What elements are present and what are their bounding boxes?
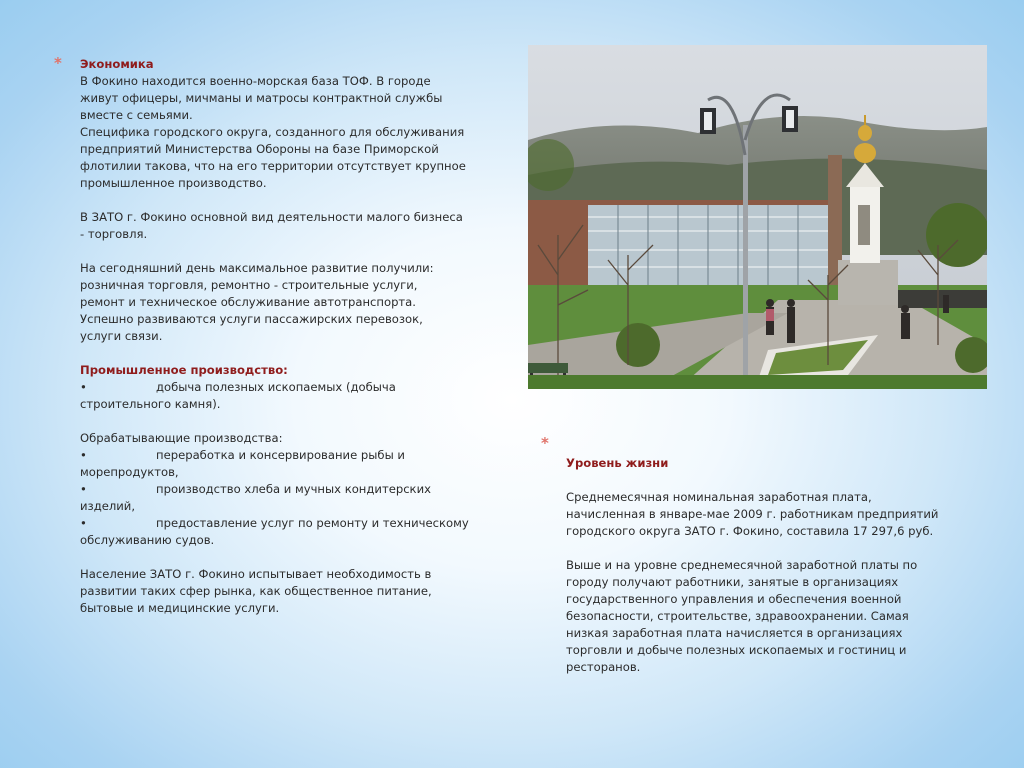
text-line: городского округа ЗАТО г. Фокино, составила 17 297,6 руб. (566, 524, 934, 538)
text-line: живут офицеры, мичманы и матросы контрактной службы (80, 91, 443, 105)
text-line: низкая заработная плата начисляется в организациях (566, 626, 903, 640)
bullet-dot: • (80, 516, 87, 530)
text-line: - торговля. (80, 227, 148, 241)
economy-column (80, 56, 500, 617)
text-line: Успешно развиваются услуги пассажирских перевозок, (80, 312, 423, 326)
list-item-continuation: морепродуктов, (80, 465, 179, 479)
city-square-photo (528, 45, 987, 389)
text-line: Среднемесячная номинальная заработная плата, (566, 490, 872, 504)
list-item-fish (80, 447, 500, 464)
text-line: Выше и на уровне среднемесячной заработной платы по (566, 558, 918, 572)
list-item-continuation: изделий, (80, 499, 136, 513)
text-line: ресторанов. (566, 660, 641, 674)
text-line: вместе с семьями. (80, 108, 193, 122)
processing-heading: Обрабатывающие производства: (80, 431, 283, 445)
list-item-continuation: строительного камня). (80, 397, 221, 411)
text-line: городу получают работники, занятые в организациях (566, 575, 899, 589)
list-item-continuation: обслуживанию судов. (80, 533, 215, 547)
text-line: услуги связи. (80, 329, 163, 343)
bullet-dot: • (80, 448, 87, 462)
text-line: На сегодняшний день максимальное развитие получили: (80, 261, 434, 275)
text-line: государственного управления и обеспечения военной (566, 592, 902, 606)
list-item-bread (80, 481, 500, 498)
text-line: торговли и добыче полезных ископаемых и гостиниц и (566, 643, 907, 657)
text-line: ремонт и техническое обслуживание автотранспорта. (80, 295, 416, 309)
text-line: розничная торговля, ремонтно - строительные услуги, (80, 278, 418, 292)
text-line: развитии таких сфер рынка, как общественное питание, (80, 584, 432, 598)
text-line: безопасности, строительстве, здравоохранении. Самая (566, 609, 909, 623)
list-item-ship-repair (80, 515, 500, 532)
list-item-text: производство хлеба и мучных кондитерских (156, 482, 431, 496)
text-line: В Фокино находится военно-морская база ТОФ. В городе (80, 74, 431, 88)
economy-heading: Экономика (80, 57, 154, 71)
list-item-text: переработка и консервирование рыбы и (156, 448, 405, 462)
list-item-text: предоставление услуг по ремонту и техническому (156, 516, 469, 530)
text-line: промышленное производство. (80, 176, 267, 190)
text-line: бытовые и медицинские услуги. (80, 601, 280, 615)
bullet-dot: • (80, 482, 87, 496)
industry-heading: Промышленное производство: (80, 363, 288, 377)
list-item-mining (80, 379, 500, 396)
text-line: флотилии такова, что на его территории отсутствует крупное (80, 159, 466, 173)
living-standard-heading: Уровень жизни (566, 456, 669, 470)
bullet-star-right: * (541, 434, 549, 452)
text-line: начисленная в январе-мае 2009 г. работникам предприятий (566, 507, 939, 521)
text-line: Население ЗАТО г. Фокино испытывает необходимость в (80, 567, 432, 581)
bullet-dot: • (80, 380, 87, 394)
text-line: В ЗАТО г. Фокино основной вид деятельности малого бизнеса (80, 210, 463, 224)
list-item-text: добыча полезных ископаемых (добыча (156, 380, 396, 394)
text-line: Специфика городского округа, созданного для обслуживания (80, 125, 465, 139)
bullet-star-left: * (54, 54, 62, 72)
living-standard-column (566, 455, 976, 676)
text-line: предприятий Министерства Обороны на базе Приморской (80, 142, 439, 156)
